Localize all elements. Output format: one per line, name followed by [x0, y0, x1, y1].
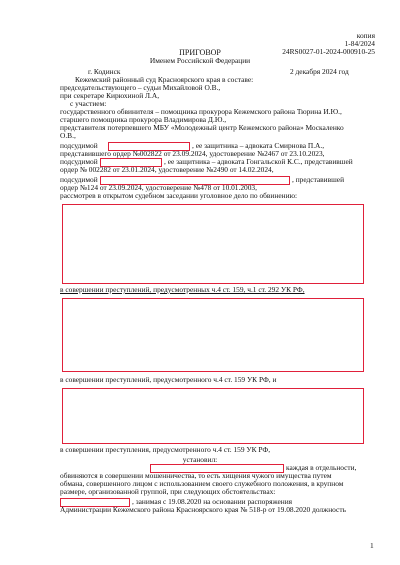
redacted-block-1	[62, 204, 364, 284]
defense-line-4: ордер № 002282 от 23.01.2024, удостоверение №2490 от 14.02.2024,	[60, 165, 274, 174]
senior-prosecutor-line: старшего помощника прокурора Владимирова Д.Ю.,	[60, 115, 227, 124]
copy-mark: копия	[356, 31, 375, 40]
tail-line-4: размере, организованной группой, при следующих обстоятельствах:	[60, 487, 276, 496]
case-number: 1-84/2024	[344, 39, 375, 48]
victim-rep-line-cont: О.В.,	[60, 131, 76, 140]
defendant-label-3: подсудимой	[60, 175, 98, 184]
participation-line: с участием:	[70, 99, 107, 108]
secretary-line: при секретаре Кирюхиной Л.А,	[60, 91, 160, 100]
defense-line-5: , представившей	[292, 175, 345, 184]
document-title: ПРИГОВОР	[179, 48, 221, 57]
document-subtitle: Именем Российской Федерации	[149, 56, 251, 65]
tail-line-3: обмана, совершенного лицом с использованием своего служебного положения, в крупном	[60, 479, 344, 488]
established-heading: установил:	[182, 455, 218, 464]
charge-line-2: в совершении преступлений, предусмотренного ч.4 ст. 159 УК РФ, и	[60, 375, 277, 384]
charge-line-1: в совершении преступлений, предусмотренных ч.4 ст. 159, ч.1 ст. 292 УК РФ,	[60, 285, 305, 294]
tail-line-5: , занимая с 19.08.2020 на основании распоряжения	[132, 497, 293, 506]
defendant-label-2: подсудимой	[60, 157, 98, 166]
defense-line-3: , ее защитника – адвоката Гонгальской К.С., представившей	[164, 157, 353, 166]
case-uid: 24RS0027-01-2024-000910-25	[282, 47, 375, 56]
prosecutor-line: государственного обвинителя – помощника прокурора Кежемского района Тюрина И.Ю.,	[60, 107, 342, 116]
tail-line-2: обвиняются в совершении мошенничества, то есть хищения чужого имущества путем	[60, 471, 332, 480]
defense-line-1: , ее защитника – адвоката Смирнова П.А.,	[192, 141, 325, 150]
place: г. Кодинск	[88, 67, 121, 76]
defense-line-2: представившего ордер №002822 от 23.09.2024, удостоверение №2467 от 23.10.2023,	[60, 149, 325, 158]
judge-line: председательствующего – судьи Михайловой О.В.,	[60, 83, 221, 92]
page-number: 1	[370, 541, 374, 550]
defense-line-6: ордер №124 от 23.09.2024, удостоверение №478 от 10.01.2003,	[60, 183, 257, 192]
tail-line-1: каждая в отдельности,	[286, 463, 357, 472]
charge-line-3: в совершении преступления, предусмотренного ч.4 ст. 159 УК РФ,	[60, 445, 271, 454]
redacted-block-2	[62, 298, 364, 372]
victim-rep-line: представителя потерпевшего МБУ «Молодежный центр Кежемского района» Москаленко	[60, 123, 344, 132]
date: 2 декабря 2024 год	[290, 67, 349, 76]
redacted-block-3	[62, 388, 364, 444]
tail-line-6: Администрации Кежемского района Красноярского края № 518-р от 19.08.2020 должность	[60, 505, 346, 514]
considered-line: рассмотрев в открытом судебном заседании уголовное дело по обвинению:	[60, 191, 298, 200]
court-line: Кежемский районный суд Красноярского края в составе:	[75, 75, 254, 84]
defendant-label-1: подсудимой	[60, 141, 98, 150]
